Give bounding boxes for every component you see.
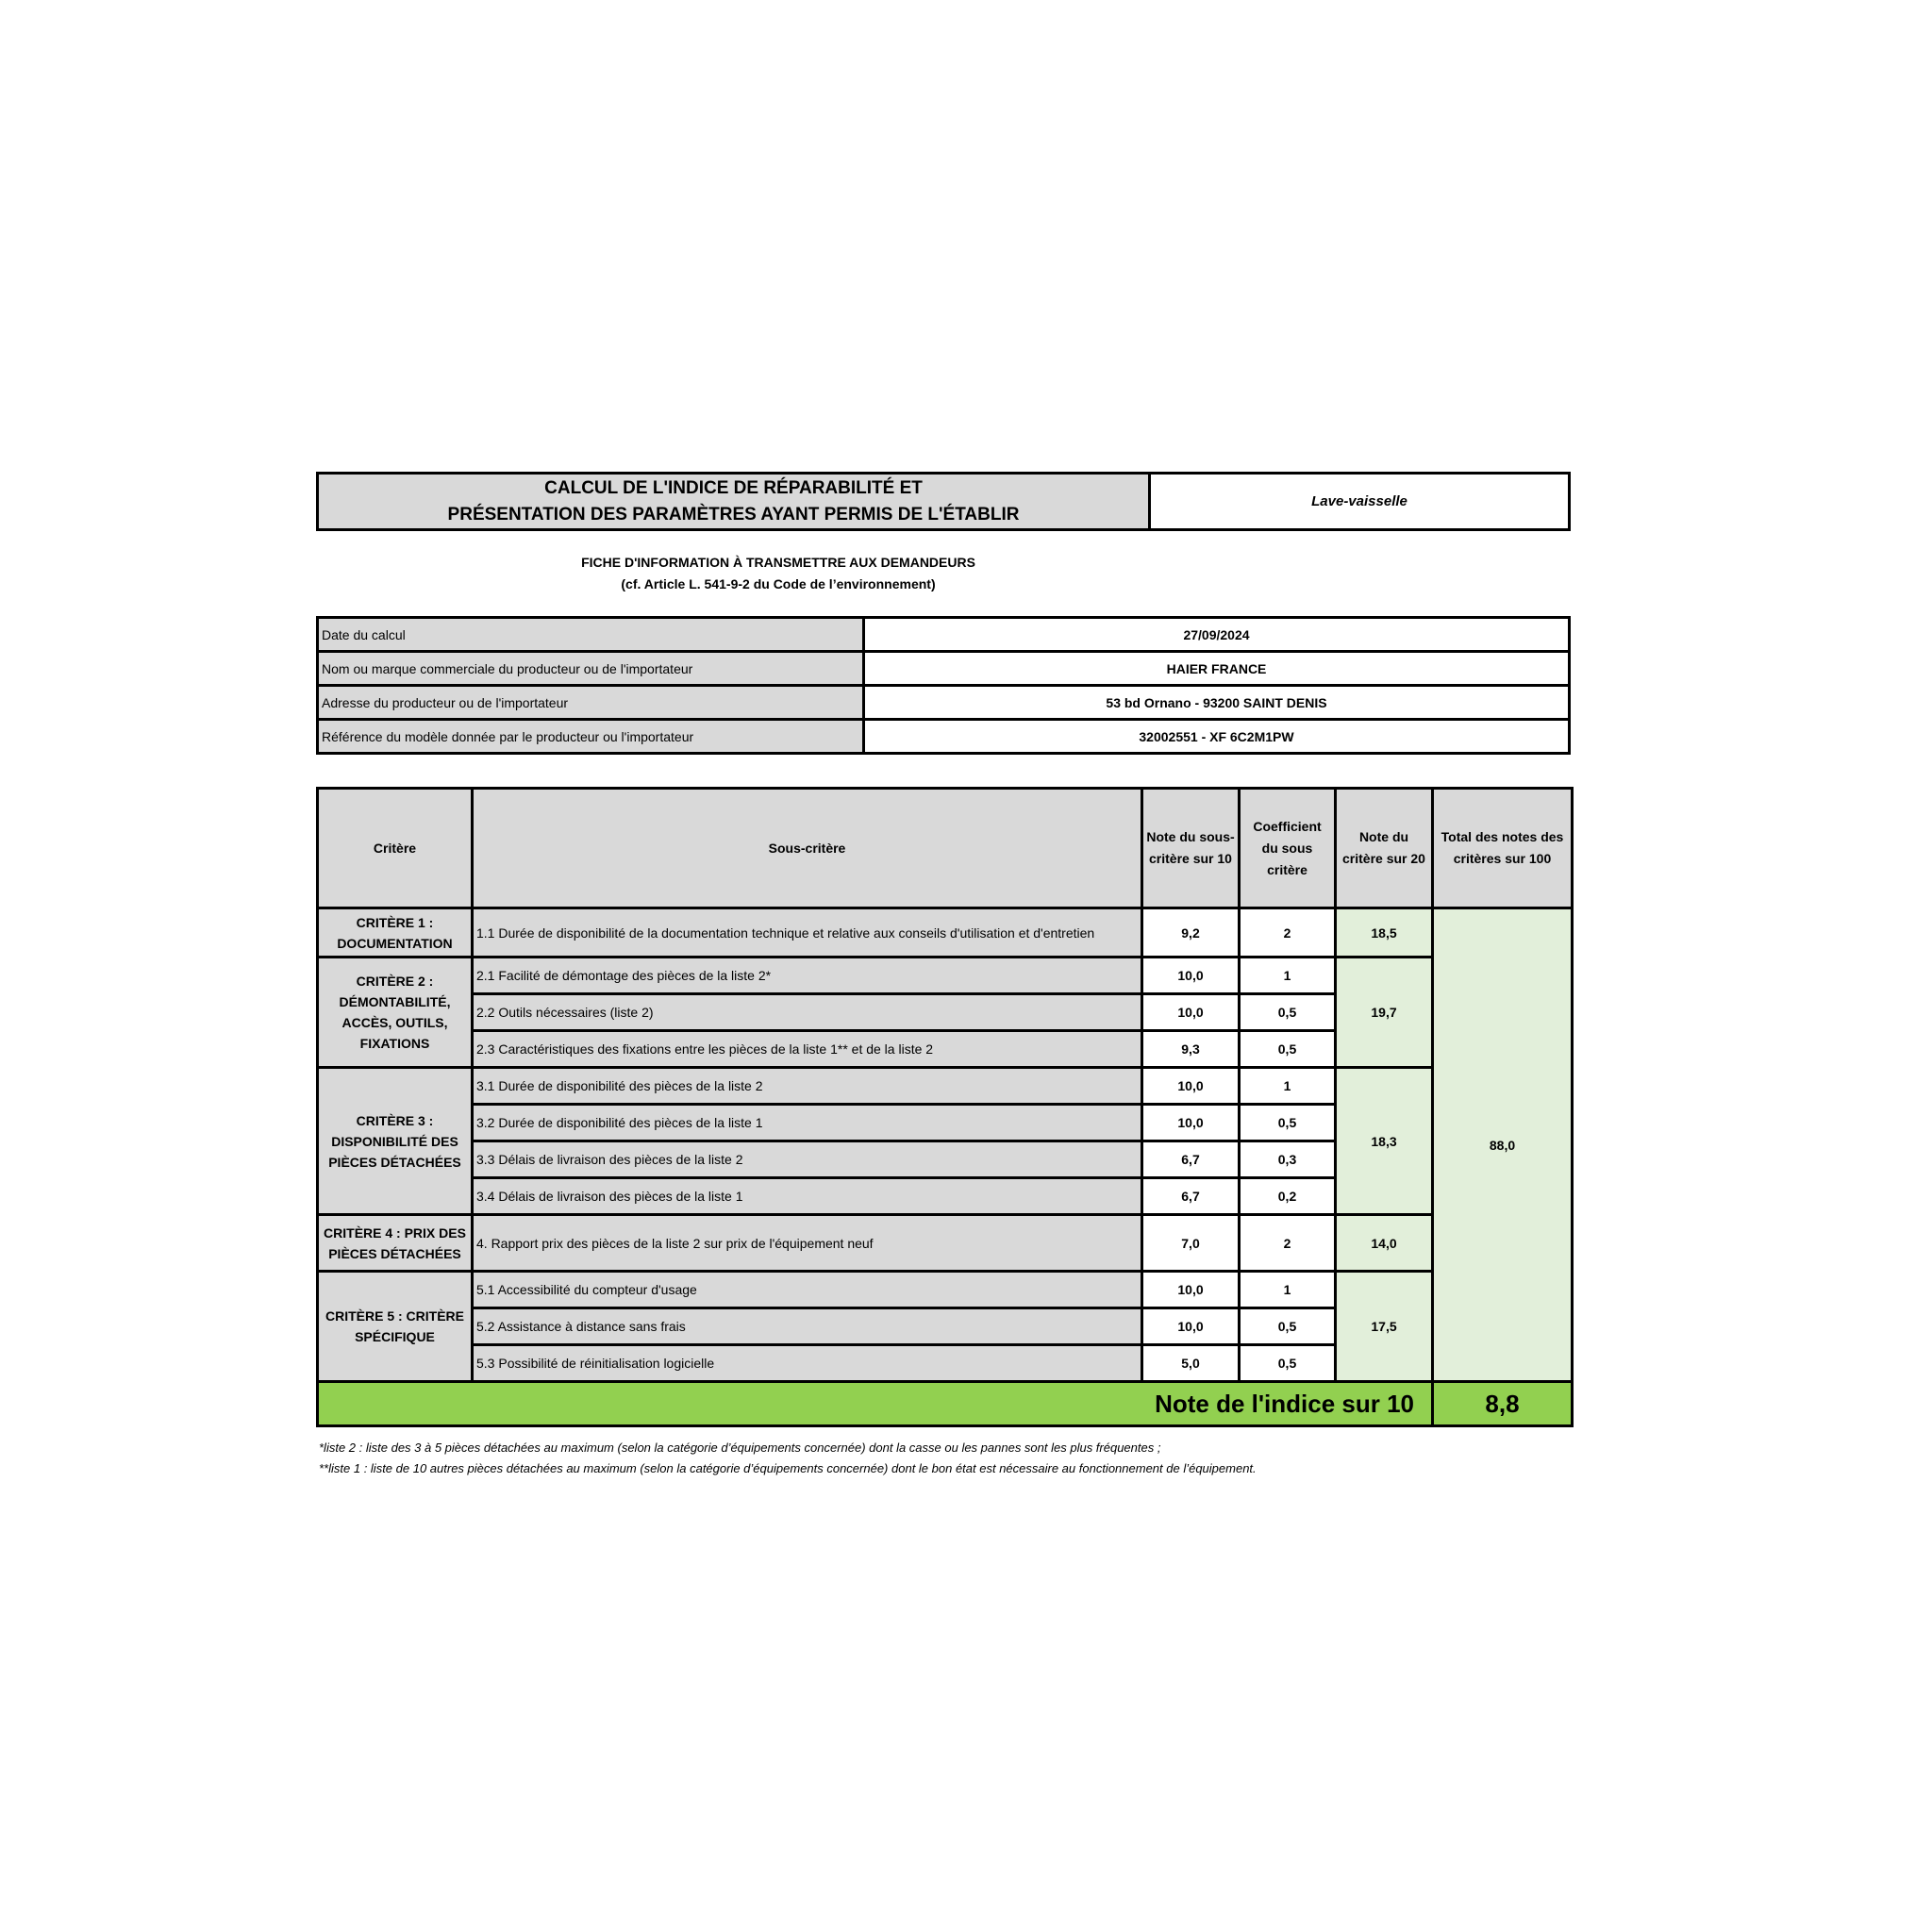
footnote: *liste 2 : liste des 3 à 5 pièces détachées au maximum (selon la catégorie d’équipements concernée) dont la casse ou les pannes sont les plus fréquentes ; [319, 1441, 1161, 1455]
sub-criterion-note: 6,7 [1142, 1141, 1240, 1178]
final-score-value: 8,8 [1433, 1382, 1573, 1426]
footnote: **liste 1 : liste de 10 autres pièces détachées au maximum (selon la catégorie d’équipements concernée) dont le bon état est nécessaire au fonctionnement de l’équipement. [319, 1461, 1257, 1475]
table-row [318, 1068, 1573, 1105]
header-note-sous: Note du sous-critère sur 10 [1142, 789, 1240, 908]
info-table [316, 616, 1571, 755]
info-label: Nom ou marque commerciale du producteur ou de l'importateur [318, 652, 864, 686]
sub-criterion-note: 7,0 [1142, 1215, 1240, 1272]
header-note-critere: Note du critère sur 20 [1336, 789, 1433, 908]
sub-criterion-label: 3.1 Durée de disponibilité des pièces de la liste 2 [473, 1068, 1142, 1105]
sub-criterion-label: 3.4 Délais de livraison des pièces de la liste 1 [473, 1178, 1142, 1215]
subtitle-line-1: FICHE D'INFORMATION À TRANSMETTRE AUX DEMANDEURS [581, 555, 975, 570]
sub-criterion-label: 2.3 Caractéristiques des fixations entre les pièces de la liste 1** et de la liste 2 [473, 1031, 1142, 1068]
info-label: Adresse du producteur ou de l'importateur [318, 686, 864, 720]
subtitle [316, 552, 1241, 595]
sub-criterion-coefficient: 0,5 [1240, 994, 1336, 1031]
sub-criterion-coefficient: 0,5 [1240, 1345, 1336, 1382]
table-row [318, 908, 1573, 958]
sub-criterion-label: 1.1 Durée de disponibilité de la documentation technique et relative aux conseils d'utilisation et d'entretien [473, 908, 1142, 958]
table-row [318, 1215, 1573, 1272]
table-header-row [318, 789, 1573, 908]
product-type: Lave-vaisselle [1150, 474, 1570, 530]
info-label: Référence du modèle donnée par le producteur ou l'importateur [318, 720, 864, 754]
header-critere: Critère [318, 789, 473, 908]
sub-criterion-note: 9,2 [1142, 908, 1240, 958]
sub-criterion-coefficient: 0,2 [1240, 1178, 1336, 1215]
sub-criterion-label: 5.3 Possibilité de réinitialisation logicielle [473, 1345, 1142, 1382]
criterion-name: CRITÈRE 4 : PRIX DES PIÈCES DÉTACHÉES [318, 1215, 473, 1272]
sub-criterion-coefficient: 1 [1240, 958, 1336, 994]
footnotes [319, 1438, 1640, 1479]
sub-criterion-note: 10,0 [1142, 994, 1240, 1031]
sub-criterion-note: 10,0 [1142, 1308, 1240, 1345]
criterion-name: CRITÈRE 5 : CRITÈRE SPÉCIFIQUE [318, 1272, 473, 1382]
sub-criterion-coefficient: 2 [1240, 908, 1336, 958]
sub-criterion-coefficient: 0,3 [1240, 1141, 1336, 1178]
criterion-name: CRITÈRE 2 : DÉMONTABILITÉ, ACCÈS, OUTILS, FIXATIONS [318, 958, 473, 1068]
header-coefficient: Coefficient du sous critère [1240, 789, 1336, 908]
info-row [318, 720, 1570, 754]
scoring-table [316, 787, 1574, 1427]
sub-criterion-coefficient: 0,5 [1240, 1031, 1336, 1068]
criterion-score: 17,5 [1336, 1272, 1433, 1382]
sub-criterion-coefficient: 2 [1240, 1215, 1336, 1272]
sub-criterion-coefficient: 1 [1240, 1272, 1336, 1308]
info-value: 53 bd Ornano - 93200 SAINT DENIS [864, 686, 1570, 720]
sub-criterion-coefficient: 0,5 [1240, 1105, 1336, 1141]
sub-criterion-label: 5.1 Accessibilité du compteur d'usage [473, 1272, 1142, 1308]
info-value: 27/09/2024 [864, 618, 1570, 652]
info-label: Date du calcul [318, 618, 864, 652]
criterion-name: CRITÈRE 3 : DISPONIBILITÉ DES PIÈCES DÉTACHÉES [318, 1068, 473, 1215]
document-title [318, 474, 1150, 530]
criterion-score: 19,7 [1336, 958, 1433, 1068]
sub-criterion-label: 5.2 Assistance à distance sans frais [473, 1308, 1142, 1345]
sub-criterion-label: 2.2 Outils nécessaires (liste 2) [473, 994, 1142, 1031]
sub-criterion-note: 10,0 [1142, 1272, 1240, 1308]
table-row [318, 1272, 1573, 1308]
header-sous-critere: Sous-critère [473, 789, 1142, 908]
sub-criterion-label: 2.1 Facilité de démontage des pièces de la liste 2* [473, 958, 1142, 994]
sub-criterion-note: 10,0 [1142, 1068, 1240, 1105]
sub-criterion-note: 9,3 [1142, 1031, 1240, 1068]
info-row [318, 618, 1570, 652]
sub-criterion-coefficient: 0,5 [1240, 1308, 1336, 1345]
criterion-score: 14,0 [1336, 1215, 1433, 1272]
title-line-2: PRÉSENTATION DES PARAMÈTRES AYANT PERMIS DE L'ÉTABLIR [447, 504, 1020, 525]
sub-criterion-note: 10,0 [1142, 958, 1240, 994]
sub-criterion-note: 10,0 [1142, 1105, 1240, 1141]
criterion-score: 18,5 [1336, 908, 1433, 958]
subtitle-line-2: (cf. Article L. 541-9-2 du Code de l’environnement) [621, 576, 936, 591]
sub-criterion-label: 3.3 Délais de livraison des pièces de la liste 2 [473, 1141, 1142, 1178]
criterion-name: CRITÈRE 1 : DOCUMENTATION [318, 908, 473, 958]
sub-criterion-coefficient: 1 [1240, 1068, 1336, 1105]
info-value: 32002551 - XF 6C2M1PW [864, 720, 1570, 754]
sub-criterion-note: 5,0 [1142, 1345, 1240, 1382]
table-row [318, 958, 1573, 994]
total-score-100: 88,0 [1433, 908, 1573, 1382]
sub-criterion-label: 3.2 Durée de disponibilité des pièces de la liste 1 [473, 1105, 1142, 1141]
title-line-1: CALCUL DE L'INDICE DE RÉPARABILITÉ ET [544, 477, 923, 498]
final-score-label: Note de l'indice sur 10 [318, 1382, 1433, 1426]
final-score-row [318, 1382, 1573, 1426]
info-value: HAIER FRANCE [864, 652, 1570, 686]
title-block [316, 472, 1571, 531]
header-total: Total des notes des critères sur 100 [1433, 789, 1573, 908]
info-row [318, 652, 1570, 686]
criterion-score: 18,3 [1336, 1068, 1433, 1215]
info-row [318, 686, 1570, 720]
sub-criterion-note: 6,7 [1142, 1178, 1240, 1215]
sub-criterion-label: 4. Rapport prix des pièces de la liste 2 sur prix de l'équipement neuf [473, 1215, 1142, 1272]
